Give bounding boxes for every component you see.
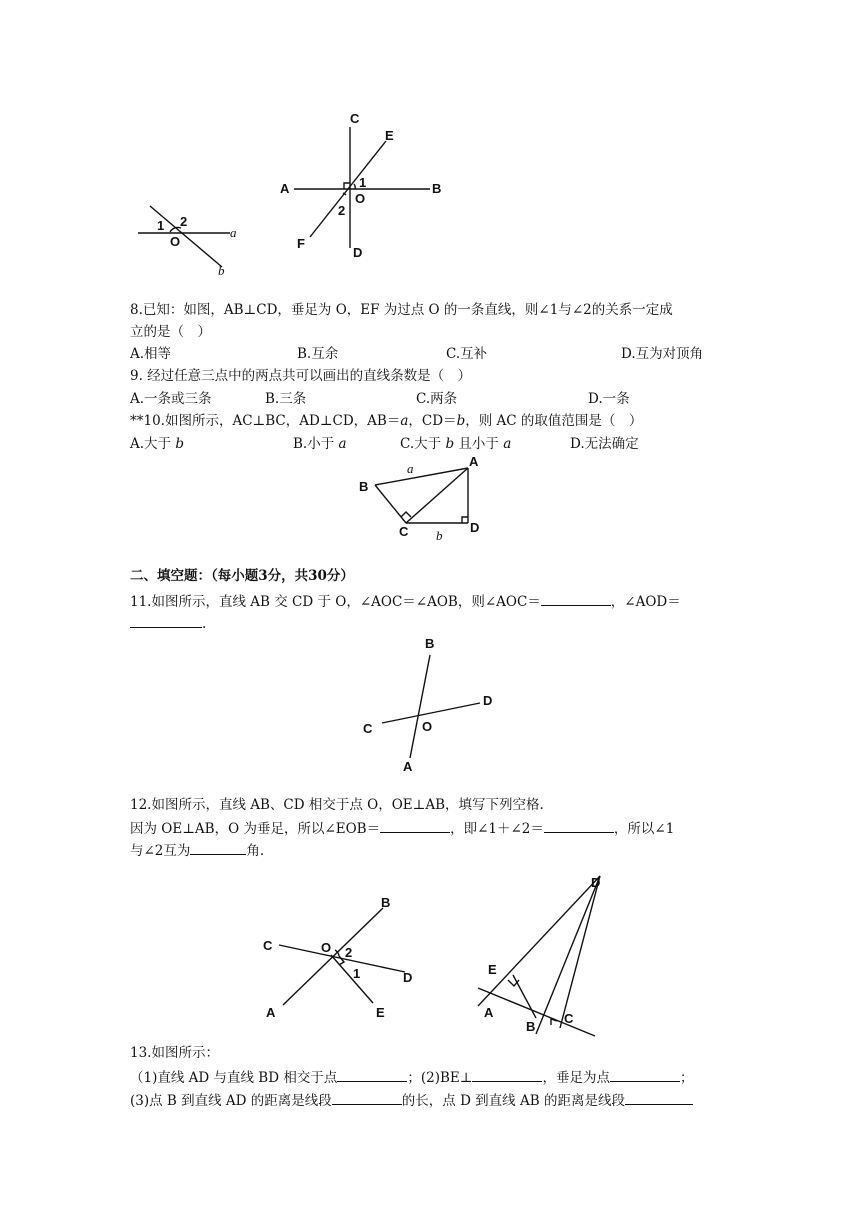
q13-title: 13.如图所示：	[130, 1045, 219, 1061]
q13-text2-mid: 的长，点 D 到直线 AB 的距离是线段	[401, 1093, 625, 1109]
q8-small-label-a: a	[230, 225, 237, 240]
q12-label-O: O	[321, 940, 332, 955]
q10-label-A: A	[469, 454, 479, 469]
q12-blank-relation[interactable]	[190, 839, 246, 855]
q13-blank-b-dist[interactable]	[332, 1089, 402, 1105]
q12-figure	[255, 890, 430, 1025]
q13-label-D: D	[591, 875, 601, 890]
q10-option-a-var: b	[175, 436, 184, 452]
q8-small-label-1: 1	[157, 218, 165, 233]
q11-text-mid: ，∠AOD＝	[610, 594, 681, 610]
q13-text1-pre: （1)直线 AD 与直线 BD 相交于点	[130, 1070, 338, 1086]
q11-label-D: D	[483, 693, 493, 708]
q12-label-A: A	[266, 1005, 276, 1020]
q12-text-post: ，所以∠1	[613, 821, 675, 837]
q8-label-1: 1	[359, 175, 367, 190]
q11-text-post: .	[202, 616, 207, 632]
q8-option-c: C.互补	[446, 346, 488, 362]
q13-label-B: B	[526, 1019, 536, 1034]
q10-option-a-text: A.大于	[130, 436, 176, 452]
q10-label-D: D	[470, 520, 480, 535]
q8-option-d: D.互为对顶角	[621, 346, 704, 362]
q13-line1	[130, 1066, 693, 1088]
q12-blank-eob[interactable]	[380, 817, 450, 833]
q10-question	[130, 411, 642, 431]
q12-text3-pre: 与∠2互为	[130, 843, 191, 859]
q8-small-label-o: O	[170, 234, 181, 249]
q10-var-b: b	[456, 413, 466, 429]
q8-small-label-2: 2	[180, 214, 188, 229]
q13-text1-post: ；	[679, 1070, 694, 1086]
q11-label-C: C	[363, 721, 373, 736]
q13-label-A: A	[484, 1005, 494, 1020]
q8-label-2: 2	[338, 203, 346, 218]
q11-label-B: B	[425, 636, 435, 651]
q13-figure	[470, 868, 605, 1048]
q8-label-C: C	[350, 111, 360, 126]
q9-option-d: D.一条	[588, 391, 630, 407]
q12-label-1: 1	[353, 966, 361, 981]
q12-label-C: C	[263, 938, 273, 953]
q13-text1-mid: ；(2)BE⊥	[407, 1070, 473, 1086]
q13-blank-d-dist[interactable]	[625, 1089, 693, 1105]
q12-text3-post: 角.	[246, 843, 265, 859]
q10-option-b-var: a	[338, 436, 347, 452]
q8-small-label-b: b	[218, 263, 225, 278]
q10-option-d: D.无法确定	[570, 436, 639, 452]
q11-text-pre: 11.如图所示，直线 AB 交 CD 于 O，∠AOC＝∠AOB，则∠AOC＝	[130, 594, 541, 610]
q9-option-a: A.一条或三条	[130, 391, 212, 407]
q8-main-figure	[270, 105, 470, 265]
q11-label-O: O	[422, 719, 433, 734]
q10-option-b	[293, 434, 347, 454]
section2-title: 二、填空题：（每小题3分，共30分）	[130, 568, 354, 584]
q8-label-O: O	[355, 191, 366, 206]
q13-text1-mid2: ，垂足为点	[542, 1070, 610, 1086]
q8-small-figure	[130, 195, 250, 280]
q10-label-b: b	[436, 528, 443, 543]
q13-blank-intersection[interactable]	[337, 1066, 407, 1082]
q8-question-line2: 立的是（ ）	[130, 324, 211, 340]
q12-label-B: B	[381, 895, 391, 910]
q12-line3	[130, 839, 264, 861]
q13-line2	[130, 1089, 693, 1111]
q12-label-2: 2	[345, 945, 353, 960]
q11-figure	[355, 630, 505, 775]
q8-label-D: D	[353, 245, 363, 260]
q10-text-post: ，则 AC 的取值范围是（ ）	[465, 413, 643, 429]
q10-option-c-var-a: a	[503, 436, 512, 452]
q10-label-B: B	[359, 479, 369, 494]
q10-option-a	[130, 434, 184, 454]
q13-label-C: C	[564, 1011, 574, 1026]
q11-line1	[130, 590, 681, 612]
q9-question: 9. 经过任意三点中的两点共可以画出的直线条数是（ ）	[130, 368, 472, 384]
q10-option-b-text: B.小于	[293, 436, 339, 452]
q13-text2-pre: (3)点 B 到直线 AD 的距离是线段	[130, 1093, 332, 1109]
q8-label-A: A	[280, 181, 290, 196]
q10-figure	[355, 450, 495, 545]
q8-question-line1: 8.已知：如图，AB⊥CD，垂足为 O，EF 为过点 O 的一条直线，则∠1与∠2的关系一定成	[130, 302, 673, 318]
q12-label-E: E	[376, 1005, 385, 1020]
q10-text-mid: ，CD＝	[408, 413, 457, 429]
q11-line2	[130, 612, 206, 634]
q11-blank-aoc[interactable]	[541, 590, 611, 606]
q9-option-b: B.三条	[265, 391, 307, 407]
q12-line1: 12.如图所示，直线 AB、CD 相交于点 O，OE⊥AB，填写下列空格.	[130, 797, 544, 813]
q10-var-a: a	[400, 413, 409, 429]
q12-text-mid: ，即∠1＋∠2＝	[450, 821, 544, 837]
q13-blank-perp[interactable]	[472, 1066, 542, 1082]
q8-option-a: A.相等	[130, 346, 172, 362]
q8-label-E: E	[385, 128, 394, 143]
q8-label-B: B	[432, 181, 442, 196]
q13-blank-foot[interactable]	[610, 1066, 680, 1082]
q10-option-c-var-b: b	[445, 436, 455, 452]
q12-line2	[130, 817, 674, 839]
q10-label-C: C	[399, 524, 409, 539]
q11-label-A: A	[403, 759, 413, 774]
q10-text-pre: **10.如图所示，AC⊥BC，AD⊥CD，AB＝	[130, 413, 401, 429]
q13-label-E: E	[488, 962, 497, 977]
q12-blank-sum[interactable]	[544, 817, 614, 833]
q10-option-c-text: C.大于	[400, 436, 446, 452]
q8-label-F: F	[297, 236, 305, 251]
q12-text-pre: 因为 OE⊥AB，O 为垂足，所以∠EOB＝	[130, 821, 381, 837]
q10-option-c-mid: 且小于	[454, 436, 504, 452]
q10-label-a: a	[407, 461, 414, 476]
q8-option-b: B.互余	[297, 346, 339, 362]
q9-option-c: C.两条	[416, 391, 458, 407]
q12-label-D: D	[403, 970, 413, 985]
q11-blank-aod[interactable]	[130, 612, 202, 628]
